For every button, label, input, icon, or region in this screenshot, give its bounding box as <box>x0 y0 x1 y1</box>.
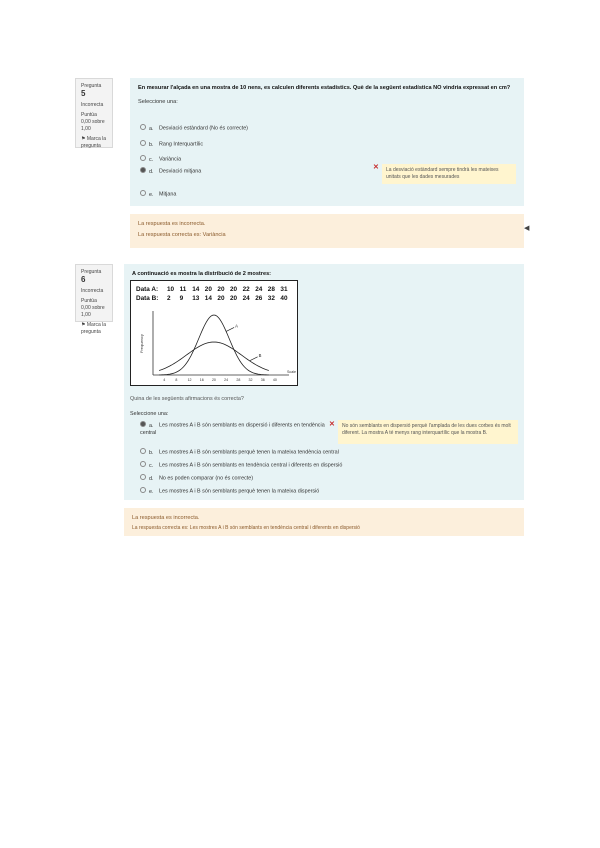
answer-option-e[interactable]: e. Mitjana <box>140 190 176 199</box>
radio-icon <box>140 448 146 454</box>
x-tick-label: 8 <box>175 378 178 382</box>
question-mark: Puntúa 0,00 sobre 1,00 <box>81 112 105 132</box>
y-axis-label: Frequency <box>139 334 144 353</box>
question-info-6 <box>75 264 113 335</box>
data-row-value: 32 <box>267 295 275 302</box>
question-text: En mesurar l'alçada en una mostra de 10 nens, es calculen diferents estadístics. Què de la següent estadística NO vindria expressat en cm? <box>138 85 511 91</box>
incorrect-icon: ✕ <box>329 421 335 428</box>
question-text: A continuació es mostra la distribució de 2 mostres: <box>132 271 272 277</box>
feedback-correct-answer: La respuesta correcta es: Les mostres A i B són semblants en tendència central i diferents en dispersió <box>132 525 360 531</box>
answer-option-d[interactable]: d. No es poden comparar (no és correcte) <box>140 474 253 483</box>
data-row-value: 14 <box>204 295 212 302</box>
question-mark: Puntúa 0,00 sobre 1,00 <box>81 298 105 318</box>
data-row-value: 28 <box>267 286 275 293</box>
feedback-correct-answer: La respuesta correcta es: Variància <box>138 232 226 238</box>
x-tick-label: 4 <box>163 378 166 382</box>
flag-question-link[interactable]: ⚑ Marca la pregunta <box>81 136 107 149</box>
answer-option-a[interactable]: a. Les mostres A i B són semblants en dispersió i diferents en tendència central <box>140 422 325 436</box>
answer-option-c[interactable]: c. Les mostres A i B són semblants en tendència central i diferents en dispersió <box>140 461 342 470</box>
x-tick-label: 40 <box>272 378 277 382</box>
radio-icon <box>140 474 146 480</box>
x-tick-label: 24 <box>224 378 229 382</box>
data-row-value: 10 <box>167 286 175 293</box>
question-feedback-6 <box>124 508 524 536</box>
answer-prompt: Seleccione una: <box>130 411 169 417</box>
x-tick-label: 16 <box>199 378 204 382</box>
answer-prompt: Seleccione una: <box>138 99 178 105</box>
data-row-value: 13 <box>192 295 200 302</box>
x-tick-label: 20 <box>211 378 216 382</box>
data-row-value: 24 <box>255 286 263 293</box>
question-state: Incorrecta <box>81 102 104 108</box>
feedback-title: La respuesta es incorrecta. <box>138 221 206 227</box>
x-tick-label: 36 <box>260 378 265 382</box>
data-row-value: 22 <box>242 286 250 293</box>
collapse-arrow-icon[interactable]: ◀ <box>524 225 530 232</box>
answer-option-e[interactable]: e. Les mostres A i B són semblants perquè tenen la mateixa dispersió <box>140 487 319 496</box>
data-row-value: 9 <box>179 295 184 302</box>
data-row-label: Data B: <box>136 295 159 302</box>
data-row-label: Data A: <box>136 286 159 293</box>
incorrect-icon: ✕ <box>373 164 379 171</box>
question-info-5 <box>75 78 113 148</box>
data-row-value: 31 <box>280 286 288 293</box>
data-row-value: 2 <box>167 295 171 302</box>
series-A-label: A <box>235 323 238 329</box>
specific-feedback: La desviació estàndard sempre tindrà les mateixes unitats que les dades mesurades <box>382 164 516 184</box>
radio-icon <box>140 124 146 130</box>
flag-question-link[interactable]: ⚑ Marca la pregunta <box>81 322 107 335</box>
question-number: Pregunta 5 <box>81 83 102 98</box>
data-row-value: 20 <box>217 295 225 302</box>
series-A-pointer <box>226 327 234 331</box>
x-axis-label: Scale <box>287 370 296 374</box>
x-tick-label: 28 <box>236 378 241 382</box>
x-tick-label: 32 <box>248 378 253 382</box>
distribution-figure <box>130 280 298 386</box>
data-row-value: 20 <box>230 286 238 293</box>
series-B-label: B <box>258 352 262 358</box>
chart-question: Quina de les següents afirmacions és correcta? <box>130 396 244 402</box>
answer-option-a[interactable]: a. Desviació estàndard (No és correcte) <box>140 124 248 133</box>
data-row-value: 20 <box>230 295 238 302</box>
series-B-pointer <box>250 357 258 361</box>
radio-icon <box>140 167 146 173</box>
answer-option-c[interactable]: c. Variància <box>140 155 181 164</box>
series-A-line <box>159 315 269 375</box>
data-row-value: 24 <box>242 295 250 302</box>
radio-icon <box>140 461 146 467</box>
flag-icon: ⚑ <box>81 322 86 328</box>
flag-icon: ⚑ <box>81 136 86 142</box>
radio-icon <box>140 190 146 196</box>
radio-icon <box>140 140 146 146</box>
data-row-value: 14 <box>192 286 200 293</box>
answer-option-b[interactable]: b. Les mostres A i B són semblants perquè tenen la mateixa tendència central <box>140 448 339 457</box>
x-tick-label: 12 <box>187 378 192 382</box>
data-row-value: 26 <box>255 295 263 302</box>
question-number: Pregunta 6 <box>81 269 102 284</box>
data-row-value: 20 <box>204 286 212 293</box>
feedback-title: La respuesta es incorrecta. <box>132 515 200 521</box>
radio-icon <box>140 487 146 493</box>
question-state: Incorrecta <box>81 288 104 294</box>
radio-icon <box>140 155 146 161</box>
series-B-line <box>159 342 269 371</box>
distribution-chart <box>131 281 297 385</box>
answer-option-d[interactable]: d. Desviació mitjana <box>140 167 201 176</box>
data-row-value: 11 <box>179 286 187 293</box>
data-row-value: 40 <box>280 295 288 302</box>
question-feedback-5 <box>130 214 524 248</box>
answer-option-b[interactable]: b. Rang Interquartílic <box>140 140 203 149</box>
radio-icon <box>140 421 146 427</box>
data-row-value: 20 <box>217 286 225 293</box>
specific-feedback: No són semblants en dispersió perquè l'amplada de les dues corbes és molt diferent. La mostra A té menys rang interquartílic que la mostra B. <box>338 420 518 444</box>
